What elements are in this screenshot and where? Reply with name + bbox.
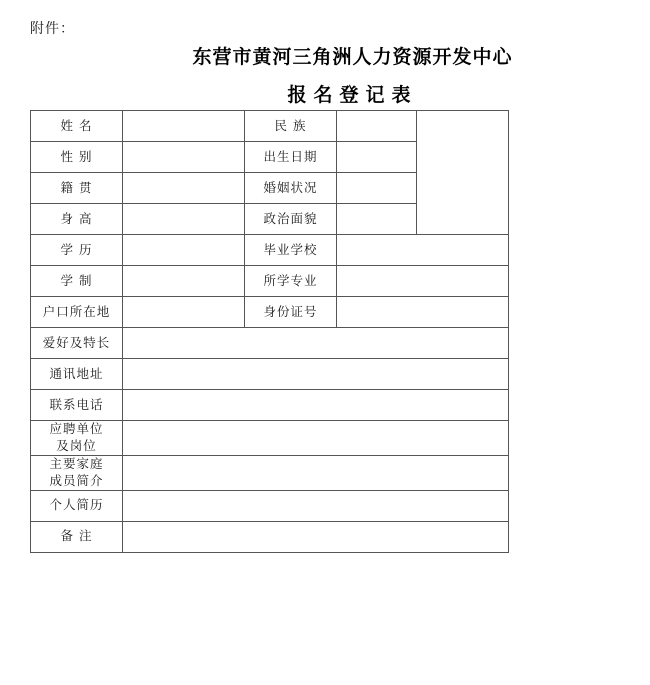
table-row	[31, 359, 509, 390]
field-label-id-number: 身份证号	[245, 297, 337, 328]
field-value-hobbies[interactable]	[123, 328, 509, 359]
table-row	[31, 266, 509, 297]
field-value-id-number[interactable]	[337, 297, 509, 328]
table-row	[31, 490, 509, 521]
field-label-political-status: 政治面貌	[245, 204, 337, 235]
table-row	[31, 111, 509, 142]
document-title	[0, 42, 650, 107]
field-label-major: 所学专业	[245, 266, 337, 297]
applied-position-label-line-1: 应聘单位	[49, 421, 104, 436]
field-value-remark[interactable]	[123, 521, 509, 552]
family-members-label-line-1: 主要家庭	[49, 455, 104, 471]
field-value-address[interactable]	[123, 359, 509, 390]
applied-position-label-line-2: 及岗位	[56, 437, 97, 453]
field-value-birthdate[interactable]	[337, 142, 417, 173]
field-label-applied-position	[31, 421, 123, 456]
field-value-resume[interactable]	[123, 490, 509, 521]
field-label-name: 姓 名	[31, 111, 123, 142]
table-row	[31, 235, 509, 266]
field-label-education: 学 历	[31, 235, 123, 266]
field-value-ethnicity[interactable]	[337, 111, 417, 142]
field-value-major[interactable]	[337, 266, 509, 297]
field-value-gender[interactable]	[123, 142, 245, 173]
field-value-graduate-school[interactable]	[337, 235, 509, 266]
field-label-marital-status: 婚姻状况	[245, 173, 337, 204]
field-label-address: 通讯地址	[31, 359, 123, 390]
table-row	[31, 328, 509, 359]
table-row	[31, 421, 509, 456]
field-label-hobbies: 爱好及特长	[31, 328, 123, 359]
field-label-phone: 联系电话	[31, 390, 123, 421]
field-label-remark: 备 注	[31, 521, 123, 552]
field-label-height: 身 高	[31, 204, 123, 235]
field-value-marital-status[interactable]	[337, 173, 417, 204]
field-value-school-system[interactable]	[123, 266, 245, 297]
field-label-gender: 性 别	[31, 142, 123, 173]
field-label-ethnicity: 民 族	[245, 111, 337, 142]
field-value-phone[interactable]	[123, 390, 509, 421]
field-label-graduate-school: 毕业学校	[245, 235, 337, 266]
field-value-residence[interactable]	[123, 297, 245, 328]
field-value-native-place[interactable]	[123, 173, 245, 204]
field-label-residence: 户口所在地	[31, 297, 123, 328]
field-value-family-members[interactable]	[123, 455, 509, 490]
field-label-native-place: 籍 贯	[31, 173, 123, 204]
table-row	[31, 390, 509, 421]
registration-form	[30, 110, 508, 553]
title-line-1: 东营市黄河三角洲人力资源开发中心	[192, 46, 513, 68]
field-value-education[interactable]	[123, 235, 245, 266]
field-value-name[interactable]	[123, 111, 245, 142]
title-line-2: 报名登记表	[287, 84, 418, 106]
family-members-label-line-2: 成员简介	[49, 472, 104, 488]
attachment-label: 附件：	[30, 21, 75, 37]
field-value-height[interactable]	[123, 204, 245, 235]
table-row	[31, 297, 509, 328]
field-label-birthdate: 出生日期	[245, 142, 337, 173]
field-label-family-members	[31, 455, 123, 490]
table-row	[31, 521, 509, 552]
field-label-resume: 个人简历	[31, 490, 123, 521]
field-value-applied-position[interactable]	[123, 421, 509, 456]
form-table	[30, 110, 509, 553]
field-value-political-status[interactable]	[337, 204, 417, 235]
table-row	[31, 455, 509, 490]
field-label-school-system: 学 制	[31, 266, 123, 297]
photo-cell[interactable]	[417, 111, 509, 235]
